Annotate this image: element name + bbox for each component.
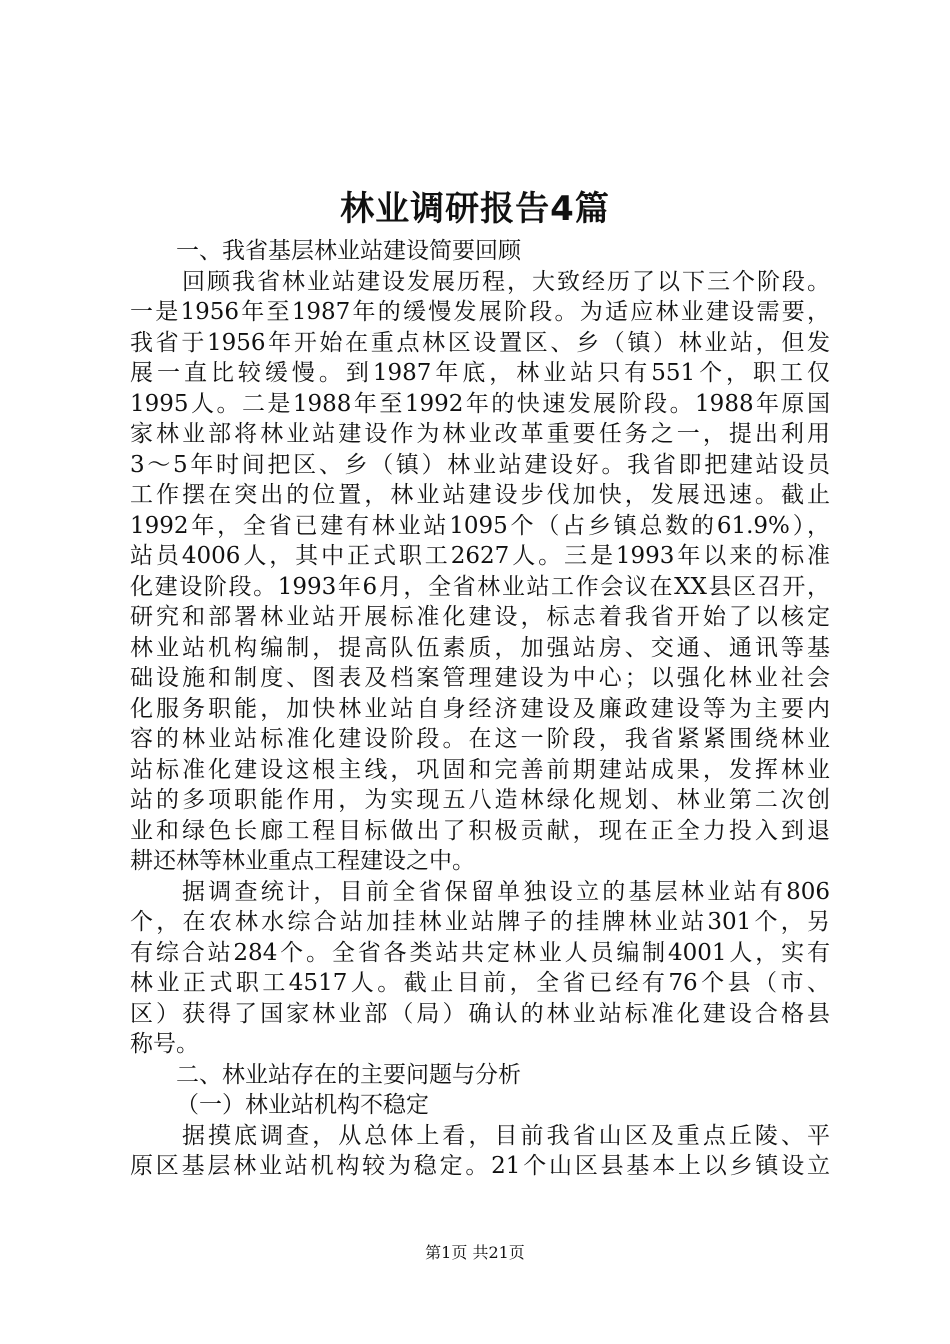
section-heading: 一、我省基层林业站建设简要回顾 — [176, 238, 521, 264]
paragraph-line: 回顾我省林业站建设发展历程，大致经历了以下三个阶段。 — [182, 268, 830, 295]
paragraph-line: 个，在农林水综合站加挂林业站牌子的挂牌林业站301个，另 — [130, 909, 830, 935]
subsection-heading: （一）林业站机构不稳定 — [176, 1092, 429, 1118]
paragraph-line: 站的多项职能作用，为实现五八造林绿化规划、林业第二次创 — [130, 787, 830, 813]
page-footer: 第1页 共21页 — [425, 1243, 525, 1262]
paragraph-line: 3～5年时间把区、乡（镇）林业站建设好。我省即把建站设员 — [130, 451, 830, 478]
paragraph-line: 有综合站284个。全省各类站共定林业人员编制4001人，实有 — [130, 939, 830, 966]
paragraph-line: 据调查统计，目前全省保留单独设立的基层林业站有806 — [182, 878, 830, 905]
document-body — [130, 236, 830, 1182]
paragraph-line: 林业站机构编制，提高队伍素质，加强站房、交通、通讯等基 — [130, 634, 830, 661]
paragraph-line: 化服务职能，加快林业站自身经济建设及廉政建设等为主要内 — [130, 695, 830, 722]
paragraph-line: 一是1956年至1987年的缓慢发展阶段。为适应林业建设需要， — [130, 299, 830, 325]
paragraph-line: 林业正式职工4517人。截止目前，全省已经有76个县（市、 — [130, 970, 830, 996]
paragraph-line: 家林业部将林业站建设作为林业改革重要任务之一，提出利用 — [130, 421, 830, 447]
paragraph-line: 原区基层林业站机构较为稳定。21个山区县基本上以乡镇设立 — [130, 1153, 830, 1179]
paragraph-line: 区）获得了国家林业部（局）确认的林业站标准化建设合格县 — [130, 1000, 830, 1027]
paragraph-line: 耕还林等林业重点工程建设之中。 — [130, 848, 475, 874]
paragraph-line: 1992年，全省已建有林业站1095个（占乡镇总数的61.9%）， — [130, 512, 830, 539]
paragraph-line: 展一直比较缓慢。到1987年底，林业站只有551个，职工仅 — [130, 360, 830, 386]
paragraph-line: 我省于1956年开始在重点林区设置区、乡（镇）林业站，但发 — [130, 329, 830, 356]
document-title: 林业调研报告4篇 — [340, 189, 610, 229]
paragraph-line: 业和绿色长廊工程目标做出了积极贡献，现在正全力投入到退 — [130, 817, 830, 844]
paragraph-line: 站员4006人，其中正式职工2627人。三是1993年以来的标准 — [130, 543, 830, 569]
paragraph-line: 容的林业站标准化建设阶段。在这一阶段，我省紧紧围绕林业 — [130, 726, 830, 752]
paragraph-line: 础设施和制度、图表及档案管理建设为中心；以强化林业社会 — [130, 665, 830, 691]
paragraph-line: 称号。 — [130, 1031, 199, 1057]
paragraph-line: 站标准化建设这根主线，巩固和完善前期建站成果，发挥林业 — [130, 756, 830, 783]
paragraph-line: 研究和部署林业站开展标准化建设，标志着我省开始了以核定 — [130, 604, 830, 630]
section-heading: 二、林业站存在的主要问题与分析 — [176, 1061, 521, 1088]
paragraph-line: 据摸底调查，从总体上看，目前我省山区及重点丘陵、平 — [182, 1122, 830, 1149]
paragraph-line: 工作摆在突出的位置，林业站建设步伐加快，发展迅速。截止 — [130, 482, 830, 508]
paragraph-line: 1995人。二是1988年至1992年的快速发展阶段。1988年原国 — [130, 390, 830, 417]
paragraph-line: 化建设阶段。1993年6月，全省林业站工作会议在XX县区召开， — [130, 573, 830, 600]
